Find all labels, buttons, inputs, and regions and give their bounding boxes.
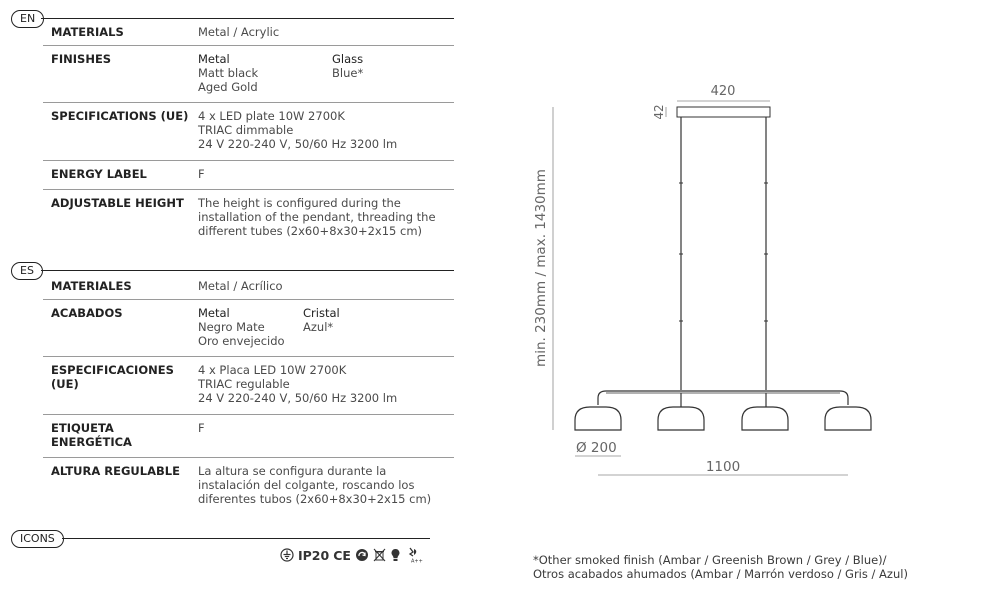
recycling-icon (355, 548, 369, 562)
en-specs-1: 4 x LED plate 10W 2700K (198, 109, 345, 123)
en-materials-value: Metal / Acrylic (198, 25, 280, 39)
footnote-line-1: *Other smoked finish (Ambar / Greenish Brown / Grey / Blue)/ (533, 553, 887, 567)
total-width-dimension: 1100 (705, 459, 741, 475)
es-height-2: instalación del colgante, roscando los (198, 478, 415, 492)
shade-1 (575, 407, 621, 430)
en-height-3: different tubes (2x60+8x30+2x15 cm) (198, 224, 423, 238)
energy-efficiency-icon (405, 547, 421, 563)
tube-joints (679, 183, 768, 321)
es-finishes-glass-1: Azul* (303, 320, 334, 334)
en-height-1: The height is configured during the (198, 196, 401, 210)
en-finishes-glass-1: Blue* (332, 66, 364, 80)
en-finishes-metal-2: Aged Gold (198, 80, 258, 94)
es-energy-label-2: ENERGÉTICA (51, 435, 132, 449)
footnote (533, 553, 908, 581)
es-specs-3: 24 V 220-240 V, 50/60 Hz 3200 lm (198, 391, 398, 405)
en-height-label: ADJUSTABLE HEIGHT (51, 196, 184, 210)
en-height-2: installation of the pendant, threading the (198, 210, 436, 224)
es-finishes-glass (303, 306, 340, 334)
es-finishes-metal-2: Oro envejecido (198, 334, 285, 348)
en-row-materials (43, 19, 454, 46)
en-specs-label: SPECIFICATIONS (UE) (51, 109, 189, 123)
horizontal-bar (598, 391, 848, 405)
es-specs-label-2: (UE) (51, 377, 79, 391)
es-materials-value: Metal / Acrílico (198, 279, 283, 293)
en-row-specifications (43, 103, 454, 161)
icons-tag: ICONS (11, 530, 64, 548)
es-height-1: La altura se configura durante la (198, 464, 387, 478)
es-tag-line (41, 270, 454, 271)
es-height-value (198, 464, 431, 506)
es-height-3: diferentes tubos (2x60+8x30+2x15 cm) (198, 492, 432, 506)
es-height-label: ALTURA REGULABLE (51, 464, 180, 478)
en-finishes-metal-1: Matt black (198, 66, 259, 80)
es-row-especificaciones (43, 357, 454, 415)
certification-icons (280, 546, 421, 564)
en-row-energy (43, 161, 454, 190)
es-finishes-metal-title: Metal (198, 306, 230, 320)
es-spec-table (43, 273, 454, 528)
en-finishes-metal (198, 52, 258, 94)
es-finishes-metal (198, 306, 285, 348)
es-row-altura (43, 458, 454, 528)
en-energy-label: ENERGY LABEL (51, 167, 147, 181)
en-finishes-glass (332, 52, 363, 80)
canopy-width-dimension: 420 (710, 84, 736, 99)
es-specs-label-1: ESPECIFICACIONES (51, 363, 174, 377)
es-energy-label (51, 421, 191, 449)
canopy-height-dimension: 42 (652, 104, 666, 120)
en-energy-value: F (198, 167, 205, 181)
es-specs-label (51, 363, 191, 391)
en-finishes-glass-title: Glass (332, 52, 364, 66)
earth-ground-icon (280, 548, 294, 562)
es-specs-1: 4 x Placa LED 10W 2700K (198, 363, 347, 377)
es-materials-label: MATERIALES (51, 279, 132, 293)
shade-4 (825, 407, 871, 430)
lamp-bulb-icon (390, 548, 401, 562)
icons-tag-line (62, 538, 430, 539)
language-tag-en: EN (11, 10, 44, 28)
en-spec-table (43, 19, 454, 272)
overall-height-dimension: min. 230mm / max. 1430mm (533, 169, 549, 367)
footnote-line-2: Otros acabados ahumados (Ambar / Marrón verdoso / Gris / Azul) (533, 567, 908, 581)
shade-3 (742, 407, 788, 430)
es-specs-2: TRIAC regulable (198, 377, 290, 391)
es-row-acabados (43, 300, 454, 357)
en-row-height (43, 190, 454, 272)
en-finishes-label: FINISHES (51, 52, 112, 66)
es-energy-label-1: ETIQUETA (51, 421, 114, 435)
en-finishes-metal-title: Metal (198, 52, 230, 66)
es-finishes-label: ACABADOS (51, 306, 123, 320)
es-finishes-glass-title: Cristal (303, 306, 340, 320)
es-specs-value (198, 363, 397, 405)
es-finishes-metal-1: Negro Mate (198, 320, 265, 334)
es-row-materiales (43, 273, 454, 300)
es-row-etiqueta (43, 415, 454, 458)
energy-class-text: A++ (410, 558, 423, 565)
en-height-value (198, 196, 436, 238)
en-specs-3: 24 V 220-240 V, 50/60 Hz 3200 lm (198, 137, 398, 151)
shade-diameter-dimension: Ø 200 (576, 440, 617, 456)
es-energy-value: F (198, 421, 205, 435)
weee-bin-icon (373, 548, 386, 562)
canopy (677, 107, 770, 117)
en-materials-label: MATERIALS (51, 25, 124, 39)
en-specs-2: TRIAC dimmable (198, 123, 294, 137)
en-specs-value (198, 109, 397, 151)
language-tag-es: ES (11, 262, 43, 280)
shade-2 (658, 407, 704, 430)
en-row-finishes (43, 46, 454, 103)
ip-rating-text: IP20 (298, 547, 330, 563)
ce-mark-icon: CE (333, 547, 351, 563)
